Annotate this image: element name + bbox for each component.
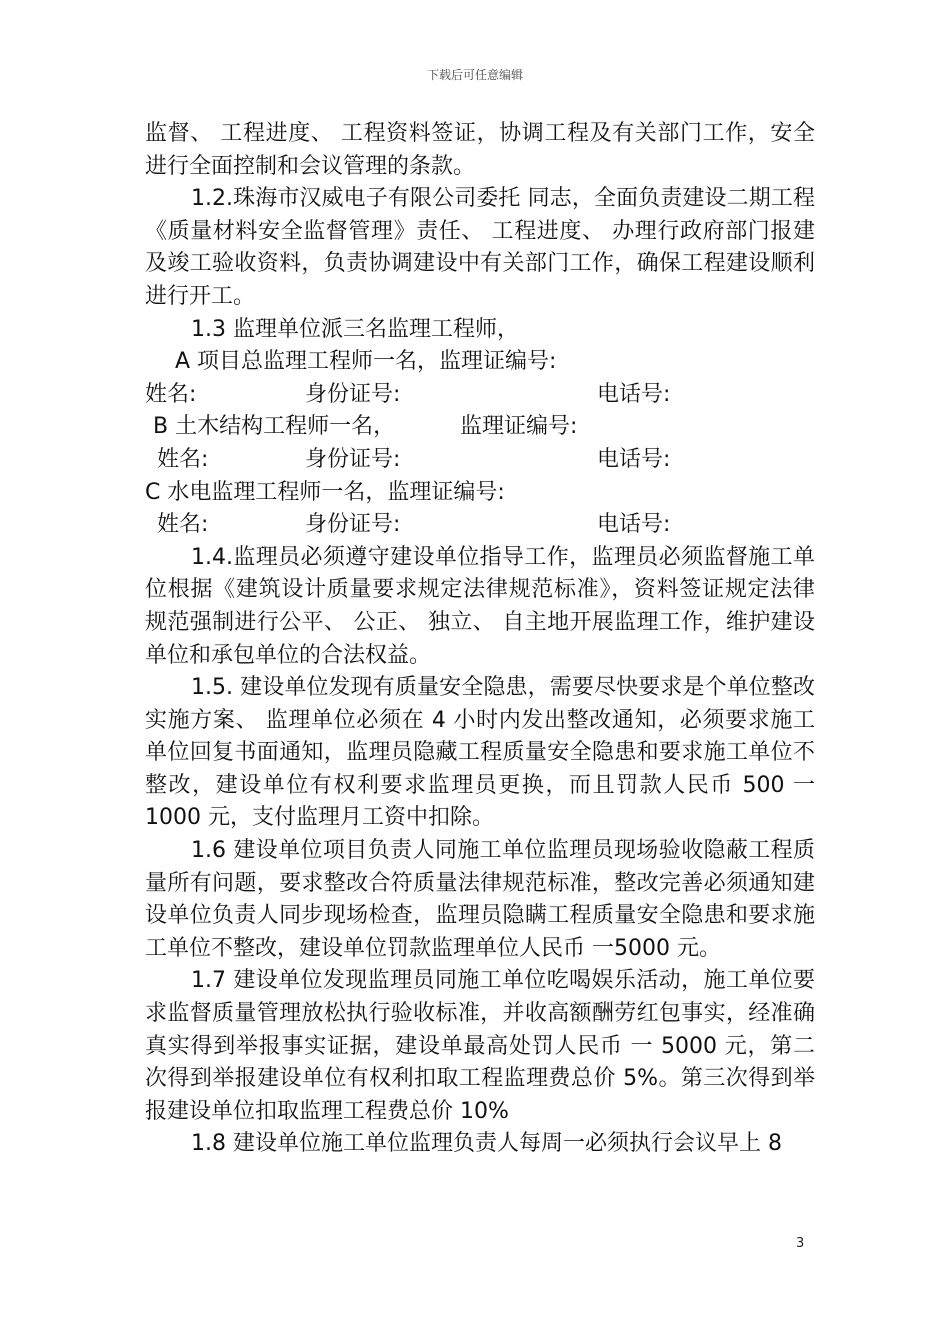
paragraph-intro: 监督、 工程进度、 工程资料签证，协调工程及有关部门工作，安全进行全面控制和会议管理的条款。	[145, 121, 815, 179]
document-body	[145, 118, 815, 1161]
engineer-c-fields-row	[145, 509, 815, 542]
paragraph-1-5: 1.5. 建设单位发现有质量安全隐患，需要尽快要求是个单位整改实施方案、 监理单位必须在 4 小时内发出整改通知，必须要求施工单位回复书面通知，监理员隐藏工程质量安全隐患和要求施工单位不整改，建设单位有权利要求监理员更换，而且罚款人民币 500 一 1000 元，支付监理月工资中扣除。	[145, 675, 815, 831]
paragraph-1-3: 1.3 监理单位派三名监理工程师，	[191, 316, 519, 342]
engineer-b-cert-label: 监理证编号:	[460, 414, 578, 440]
engineer-b-id-label: 身份证号:	[305, 446, 401, 472]
paragraph-1-2: 1.2.珠海市汉威电子有限公司委托 同志，全面负责建设二期工程《质量材料安全监督管理》责任、 工程进度、 办理行政府部门报建及竣工验收资料，负责协调建设中有关部门工作，确保工程建设顺利进行开工。	[145, 186, 815, 309]
engineer-b-name-label: 姓名:	[157, 446, 209, 472]
engineer-c-phone-label: 电话号:	[597, 512, 671, 538]
engineer-b-phone-label: 电话号:	[597, 446, 671, 472]
paragraph-1-6: 1.6 建设单位项目负责人同施工单位监理员现场验收隐蔽工程质量所有问题，要求整改合符质量法律规范标准，整改完善必须通知建设单位负责人同步现场检查，监理员隐瞒工程质量安全隐患和要求施工单位不整改，建设单位罚款监理单位人民币 一5000 元。	[145, 838, 815, 961]
paragraph-1-7: 1.7 建设单位发现监理员同施工单位吃喝娱乐活动，施工单位要求监督质量管理放松执行验收标准，并收高额酬劳红包事实，经准确真实得到举报事实证据，建设单最高处罚人民币 一 5000 元，第二次得到举报建设单位有权利扣取工程监理费总价 5%。第三次得到举报建设单位扣取监理工程费总价 10%	[145, 968, 815, 1124]
engineer-a-title: A 项目总监理工程师一名，监理证编号:	[175, 349, 557, 375]
engineer-b-title: B 土木结构工程师一名，	[153, 414, 396, 440]
paragraph-1-4: 1.4.监理员必须遵守建设单位指导工作，监理员必须监督施工单位根据《建筑设计质量要求规定法律规范标准》，资料签证规定法律规范强制进行公平、 公正、 独立、 自主地开展监理工作，维护建设单位和承包单位的合法权益。	[145, 544, 815, 668]
engineer-c-title-row	[145, 477, 815, 510]
engineer-c-name-label: 姓名:	[157, 512, 209, 538]
page-header: 下载后可任意编辑	[426, 68, 523, 82]
engineer-c-title: C 水电监理工程师一名，监理证编号:	[145, 479, 505, 505]
paragraph-1-8: 1.8 建设单位施工单位监理负责人每周一必须执行会议早上 8	[191, 1131, 782, 1157]
engineer-c-id-label: 身份证号:	[305, 512, 401, 538]
engineer-a-title-row	[145, 346, 815, 379]
engineer-a-fields-row	[145, 379, 815, 412]
engineer-a-id-label: 身份证号:	[305, 381, 401, 407]
engineer-b-title-row	[145, 411, 815, 444]
page-number: 3	[796, 1236, 805, 1251]
engineer-b-fields-row	[145, 444, 815, 477]
engineer-a-name-label: 姓名:	[145, 381, 197, 407]
engineer-a-phone-label: 电话号:	[597, 381, 671, 407]
